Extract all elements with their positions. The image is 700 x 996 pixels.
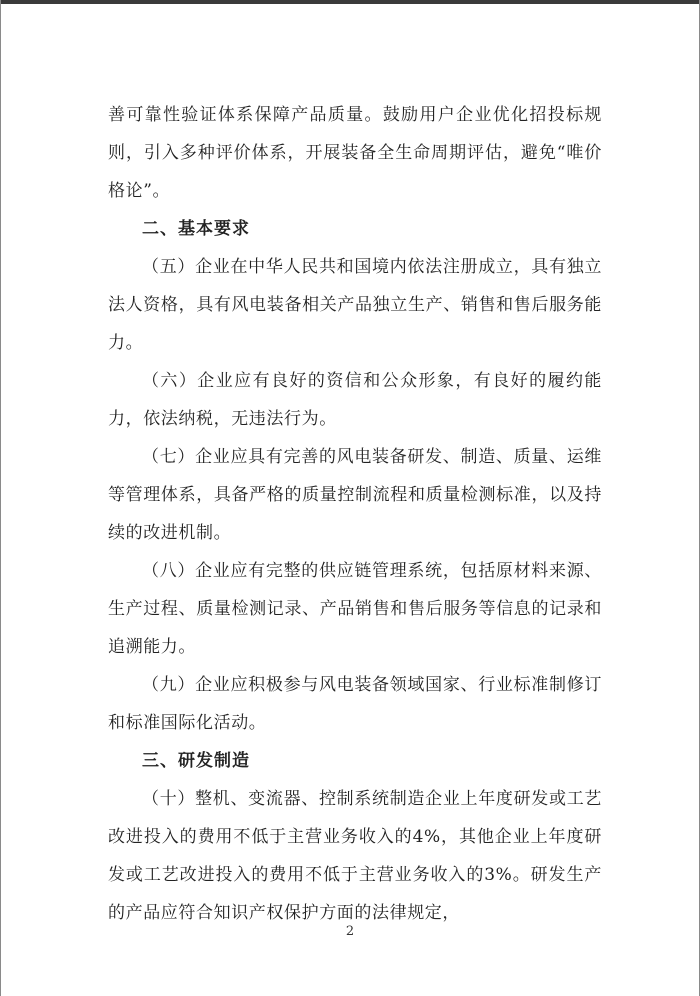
page-number: 2 bbox=[345, 924, 355, 939]
paragraph-item-10: （十）整机、变流器、控制系统制造企业上年度研发或工艺改进投入的费用不低于主营业务收入的4%，其他企业上年度研发或工艺改进投入的费用不低于主营业务收入的3%。研发生产的产品应符合知识产权保护方面的法律规定， bbox=[108, 789, 602, 923]
window-top-border bbox=[0, 0, 700, 4]
paragraph-item-7: （七）企业应具有完善的风电装备研发、制造、质量、运维等管理体系，具备严格的质量控制流程和质量检测标准，以及持续的改进机制。 bbox=[108, 447, 602, 543]
paragraph-continuation: 善可靠性验证体系保障产品质量。鼓励用户企业优化招投标规则，引入多种评价体系，开展装备全生命周期评估，避免“唯价格论”。 bbox=[108, 105, 602, 201]
document-page bbox=[108, 96, 602, 932]
section-heading-basic-requirements: 二、基本要求 bbox=[142, 219, 250, 239]
paragraph-item-6: （六）企业应有良好的资信和公众形象，有良好的履约能力，依法纳税，无违法行为。 bbox=[108, 371, 602, 429]
section-heading-rd-manufacturing: 三、研发制造 bbox=[142, 751, 250, 771]
paragraph-item-8: （八）企业应有完整的供应链管理系统，包括原材料来源、生产过程、质量检测记录、产品销售和售后服务等信息的记录和追溯能力。 bbox=[108, 561, 602, 657]
paragraph-item-5: （五）企业在中华人民共和国境内依法注册成立，具有独立法人资格，具有风电装备相关产品独立生产、销售和售后服务能力。 bbox=[108, 257, 602, 353]
paragraph-item-9: （九）企业应积极参与风电装备领域国家、行业标准制修订和标准国际化活动。 bbox=[108, 675, 602, 733]
page-left-border bbox=[0, 0, 1, 996]
